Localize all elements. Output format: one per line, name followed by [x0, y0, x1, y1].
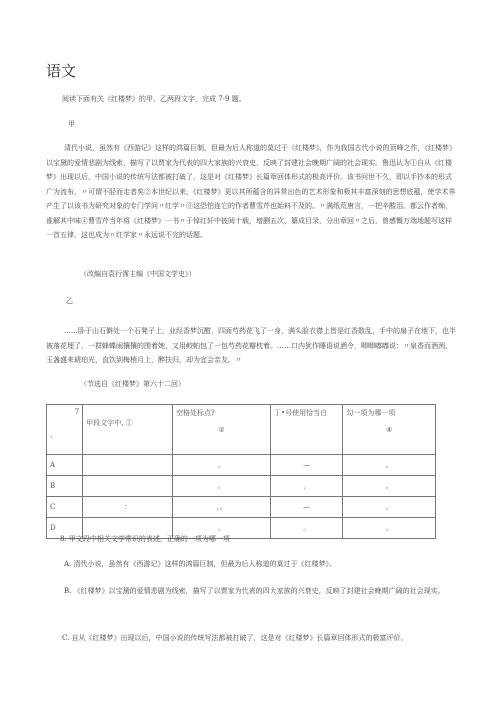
table-header-cell: 勾一项为哪一项 ④ — [343, 405, 436, 455]
row-label: C — [47, 497, 83, 518]
passage-a-source: （改编自袁行霈主编《中国文学史》） — [80, 270, 196, 278]
table-header-cell: 甲段文字中, ① — [83, 405, 173, 455]
table-cell: 。 — [173, 476, 271, 497]
option-a: A. 清代小说，虽然有《西游记》这样的鸿篇巨制，但最为后人称道的莫过于《红楼梦》。 — [64, 560, 337, 568]
table-cell: 。 — [343, 497, 436, 518]
table-cell — [83, 476, 173, 497]
row-label: D — [47, 518, 83, 539]
corner-top: 7 — [74, 408, 80, 416]
table-row — [47, 455, 436, 476]
option-b: B. 《红楼梦》以宝黛的爱情悲剧为线索，描写了以贾家为代表的四大家族的兴衰史，反映了封建社会晚期广阔的社会现实。 — [64, 587, 445, 595]
table-cell: — — [270, 497, 342, 518]
circled-number: ② — [218, 426, 225, 434]
table-header-cell: 丁•号使用恰当白 — [270, 405, 342, 455]
table-cell: 。 — [173, 455, 271, 476]
table-row — [47, 476, 436, 497]
passage-b-text: ……卧于山石僻处一个石凳子上，业经香梦沉酣，四面芍药花飞了一身，满头脸衣襟上皆是红香散乱，手中的扇子在地下，也半被落花埋了，一群蜂蝶闹攘攘的围着她，又用鲛帕包了一包芍药花瓣枕着。……口内犹作睡语说酒令，唧唧嘟嘟说：〃泉香而酒洌，玉盏盛来琥珀光，直饮到梅梢月上，醉扶归，却为宜会亲友。〃 — [46, 327, 456, 364]
table-cell — [83, 455, 173, 476]
instructions: 阅读下面有关《红楼梦》的甲、乙两段文字，完成 7-9 题。 — [62, 95, 246, 103]
circled-number: ④ — [386, 426, 393, 434]
passage-a-label: 甲 — [68, 120, 75, 128]
passage-b-source: （节选自《红楼梦》第六十二回） — [80, 380, 185, 388]
table-cell: ： — [83, 497, 173, 518]
table-header-row — [47, 405, 436, 455]
table-cell: — — [270, 455, 342, 476]
table-cell: 。 — [343, 455, 436, 476]
table-cell: 。 — [343, 518, 436, 539]
passage-a-text: 清代小说，虽然有《西游记》这样的鸿篇巨制，但最为后人称道的莫过于《红楼梦》，作为我国古代小说的顶峰之作，《红楼梦》以宝黛的爱情悲剧为线索，描写了以贾家为代表的四大家族的兴衰史，反映了封建社会晚期广阔的社会现实。鲁迅认为①自从《红楼梦》出现以后，中国小说的传统写法都被打破了，这是对《红楼梦》长篇章回体形式的极高评价。该书问世不久，即以手抄本的形式广为流布，〃可谓不胫而走者矣②本世纪以来，《红楼梦》更以其所蕴含的异常出色的艺术形象和极其丰富深刻的思想底蕴，使学术界产生了以该书为研究对象的专门学问〃红学〃③这恐怕连它的作者曹雪芹也始料不及的。〃满纸荒唐言，一把辛酸泪。都云作者痴，谁解其中味④曹雪芹当年将《红楼梦》一书〃于悼红轩中披阅十载，增删五次，纂成目录，分出章回〃之后，曾感慨万端地题写这样一首五律，这也成为〃红学家〃永远说不完的话题。 — [46, 144, 456, 239]
question-8: 8. 甲文段中相关文学常识的表述，正确的一项为哪一项 — [60, 535, 230, 543]
corner-bottom: 、 — [50, 431, 57, 439]
table-header-cell: 空格处标点? ② — [173, 405, 271, 455]
answer-table — [46, 404, 436, 539]
table-cell: 。 — [343, 476, 436, 497]
row-label: A — [47, 455, 83, 476]
table-cell: ，。 — [173, 497, 271, 518]
table-cell: ， — [270, 476, 342, 497]
row-label: B — [47, 476, 83, 497]
table-corner-cell — [47, 405, 83, 455]
table-row — [47, 497, 436, 518]
page-title: 语文 — [46, 62, 77, 80]
option-c: C. 自从《红楼梦》出现以后，中国小说的传统写法都被打破了，这是对《红楼梦》长篇章回体形式的极富评价。 — [62, 634, 408, 642]
passage-b-label: 乙 — [66, 297, 73, 305]
table-cell: 。 — [270, 518, 342, 539]
table-cell: 。 — [173, 518, 271, 539]
